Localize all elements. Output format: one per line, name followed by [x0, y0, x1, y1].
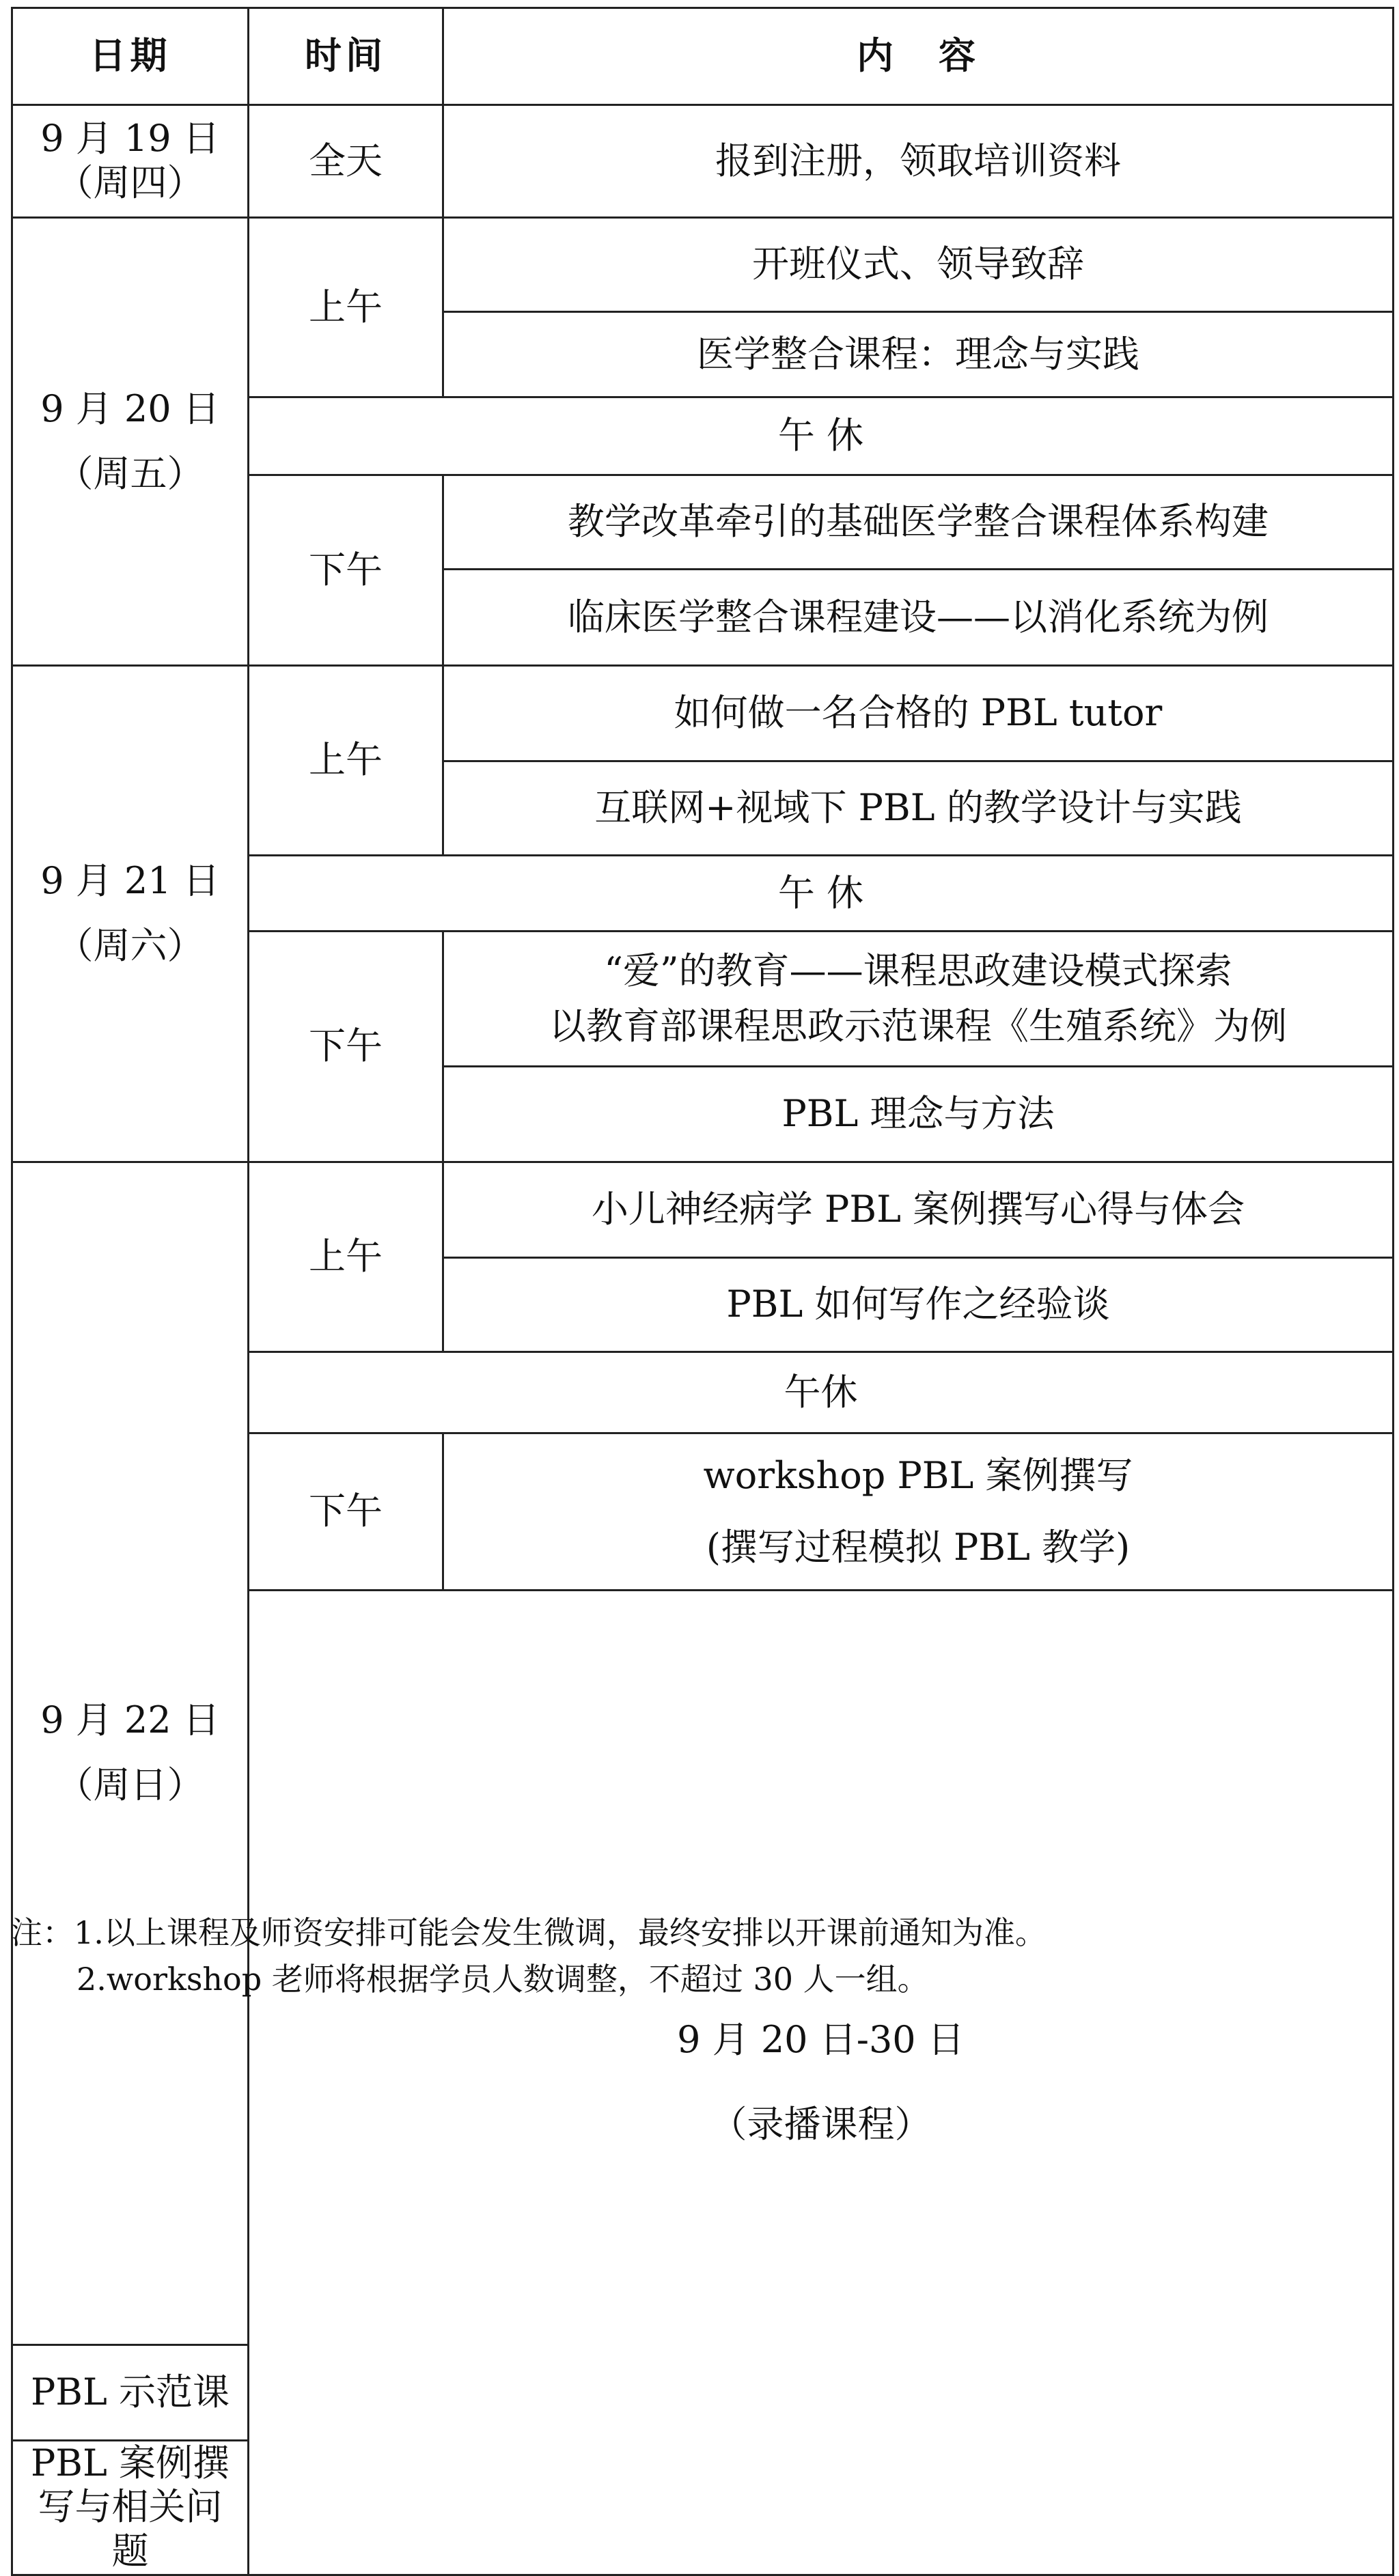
noon-break: 午 休 [249, 856, 1394, 932]
time-slot: 全天 [249, 105, 443, 218]
notes [11, 1909, 1384, 2002]
session-item: PBL 理念与方法 [443, 1067, 1394, 1162]
weekday-label: （周六） [56, 924, 204, 967]
session-item: 开班仪式、领导致辞 [443, 218, 1394, 312]
header-row [12, 8, 1394, 105]
weekday-label: （周五） [56, 451, 204, 495]
time-slot-am: 上午 [249, 666, 443, 856]
weekday-label: （周日） [56, 1763, 204, 1807]
date-cell [12, 218, 249, 666]
time-slot-am: 上午 [249, 1162, 443, 1352]
session-item: 临床医学整合课程建设——以消化系统为例 [443, 570, 1394, 666]
date-cell [249, 1591, 1394, 2575]
noon-break: 午休 [249, 1352, 1394, 1433]
time-slot-pm: 下午 [249, 475, 443, 666]
session-item: PBL 案例撰写与相关问题 [12, 2440, 249, 2575]
session-item-line: 以教育部课程思政示范课程《生殖系统》为例 [549, 1004, 1287, 1048]
session-item [443, 1433, 1394, 1591]
date-label: 9 月 22 日 [40, 1698, 220, 1742]
session-item: 医学整合课程：理念与实践 [443, 312, 1394, 397]
header-date: 日期 [12, 8, 249, 105]
day-row-0919 [12, 105, 1394, 218]
session-row [12, 1162, 1394, 1258]
schedule-table [11, 7, 1394, 2576]
session-item: 互联网+视域下 PBL 的教学设计与实践 [443, 761, 1394, 856]
session-row [12, 666, 1394, 761]
session-item: 小儿神经病学 PBL 案例撰写心得与体会 [443, 1162, 1394, 1258]
header-content: 内 容 [443, 8, 1394, 105]
session-item: PBL 如何写作之经验谈 [443, 1258, 1394, 1352]
note-2: 2.workshop 老师将根据学员人数调整，不超过 30 人一组。 [77, 1961, 929, 1998]
weekday-label: （周四） [56, 161, 204, 204]
session-item-line: (撰写过程模拟 PBL 教学) [706, 1525, 1131, 1569]
date-label: 9 月 21 日 [40, 859, 220, 903]
session-row [12, 218, 1394, 312]
session-item-line: workshop PBL 案例撰写 [703, 1453, 1133, 1497]
date-cell [12, 666, 249, 1162]
session-item: PBL 示范课 [12, 2344, 249, 2440]
header-time: 时间 [249, 8, 443, 105]
time-slot-pm: 下午 [249, 932, 443, 1162]
session-item [443, 932, 1394, 1067]
weekday-label: （录播课程） [710, 2103, 932, 2146]
date-label: 9 月 20 日 [40, 387, 220, 430]
time-slot-am: 上午 [249, 218, 443, 397]
time-slot-pm: 下午 [249, 1433, 443, 1591]
date-cell [12, 105, 249, 218]
date-label: 9 月 20 日-30 日 [677, 2017, 965, 2061]
session-item: 教学改革牵引的基础医学整合课程体系构建 [443, 475, 1394, 570]
session-item-line: “爱”的教育——课程思政建设模式探索 [604, 949, 1232, 992]
noon-break: 午 休 [249, 397, 1394, 475]
date-cell [12, 1162, 249, 2345]
session-item: 如何做一名合格的 PBL tutor [443, 666, 1394, 761]
session-item: 报到注册，领取培训资料 [443, 105, 1394, 218]
note-1: 注：1.以上课程及师资安排可能会发生微调，最终安排以开课前通知为准。 [11, 1914, 1047, 1951]
date-label: 9 月 19 日 [40, 117, 220, 160]
